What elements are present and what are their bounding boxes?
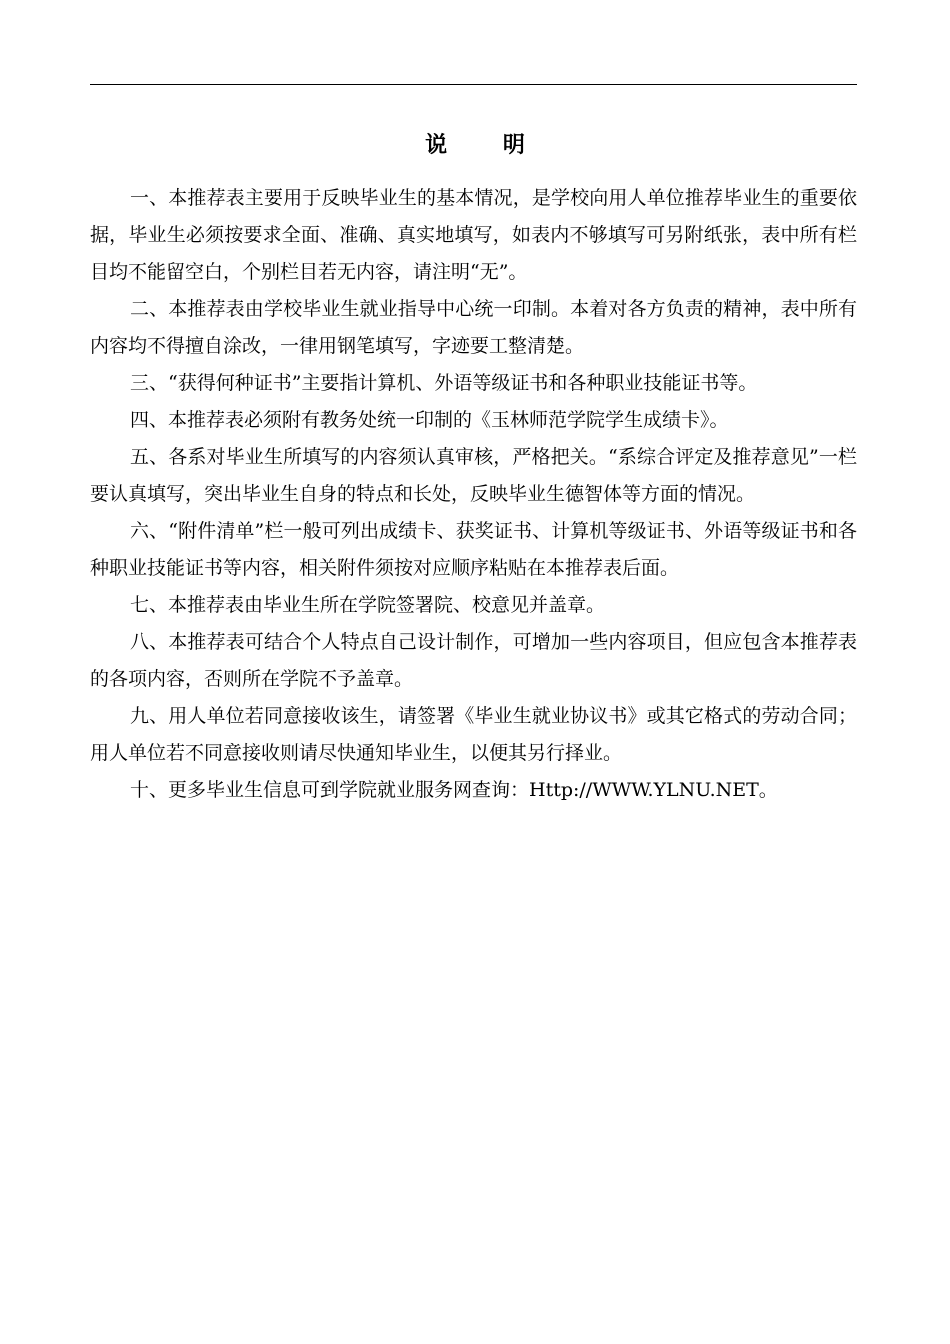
instruction-item-6: 六、“附件清单”栏一般可列出成绩卡、获奖证书、计算机等级证书、外语等级证书和各种职业技能证书等内容，相关附件须按对应顺序粘贴在本推荐表后面。 <box>90 520 857 579</box>
instruction-item-9: 九、用人单位若同意接收该生，请签署《毕业生就业协议书》或其它格式的劳动合同；用人单位若不同意接收则请尽快通知毕业生，以便其另行择业。 <box>90 705 857 764</box>
instruction-item-3: 三、“获得何种证书”主要指计算机、外语等级证书和各种职业技能证书等。 <box>130 372 758 394</box>
instruction-item-10: 十、更多毕业生信息可到学院就业服务网查询：Http://WWW.YLNU.NET。 <box>130 779 778 801</box>
instruction-item-5: 五、各系对毕业生所填写的内容须认真审核，严格把关。“系综合评定及推荐意见”一栏要认真填写，突出毕业生自身的特点和长处，反映毕业生德智体等方面的情况。 <box>90 446 857 505</box>
instructions-body <box>90 180 857 809</box>
page-title: 说 明 <box>425 132 549 158</box>
instruction-item-4: 四、本推荐表必须附有教务处统一印制的《玉林师范学院学生成绩卡》。 <box>130 409 729 431</box>
header-rule <box>90 84 857 85</box>
instruction-item-2: 二、本推荐表由学校毕业生就业指导中心统一印制。本着对各方负责的精神，表中所有内容均不得擅自涂改，一律用钢笔填写，字迹要工整清楚。 <box>90 298 857 357</box>
instruction-item-7: 七、本推荐表由毕业生所在学院签署院、校意见并盖章。 <box>130 594 606 616</box>
instruction-item-8: 八、本推荐表可结合个人特点自己设计制作，可增加一些内容项目，但应包含本推荐表的各项内容，否则所在学院不予盖章。 <box>90 631 857 690</box>
instruction-item-1: 一、本推荐表主要用于反映毕业生的基本情况，是学校向用人单位推荐毕业生的重要依据，毕业生必须按要求全面、准确、真实地填写，如表内不够填写可另附纸张，表中所有栏目均不能留空白，个别栏目若无内容，请注明“无”。 <box>90 187 857 283</box>
